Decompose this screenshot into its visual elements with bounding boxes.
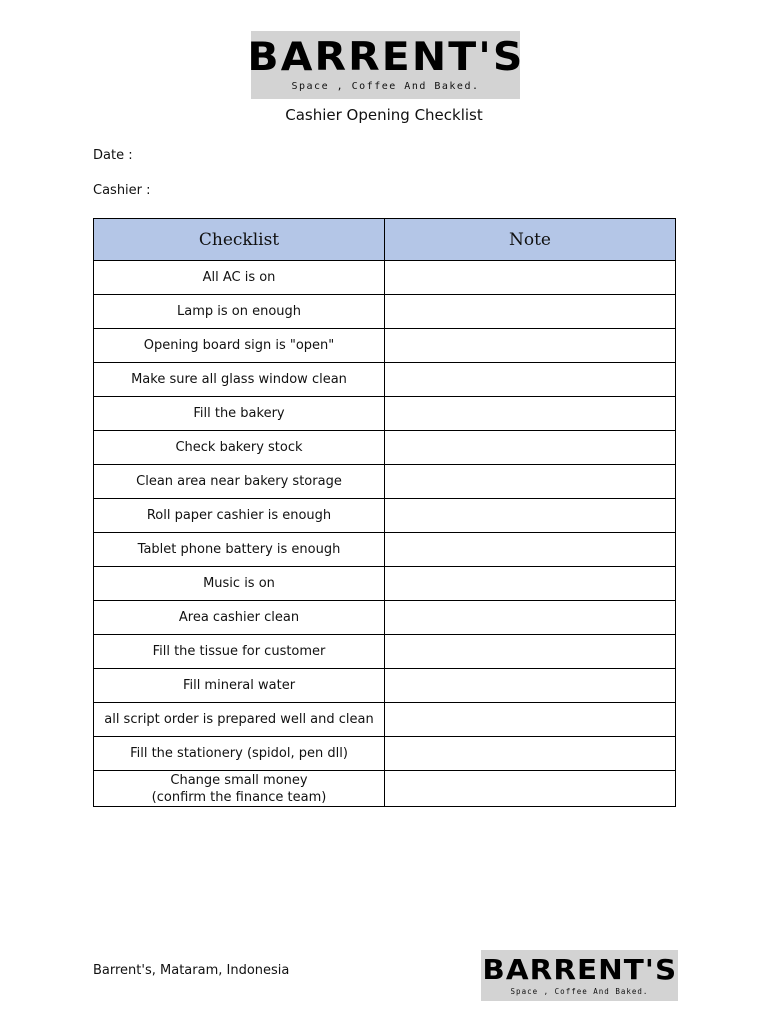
header-logo (246, 31, 525, 99)
note-cell[interactable] (385, 601, 676, 635)
note-cell[interactable] (385, 329, 676, 363)
checklist-item: Tablet phone battery is enough (94, 533, 385, 567)
checklist-column-header: Checklist (94, 219, 385, 261)
note-cell[interactable] (385, 635, 676, 669)
table-row (94, 737, 676, 771)
note-cell[interactable] (385, 261, 676, 295)
table-header-row (94, 219, 676, 261)
table-row (94, 771, 676, 807)
footer-address: Barrent's, Mataram, Indonesia (93, 963, 290, 978)
footer-logo (481, 950, 678, 1001)
table-row (94, 703, 676, 737)
note-cell[interactable] (385, 533, 676, 567)
table-row (94, 397, 676, 431)
logo-wordmark: BARRENT'S (246, 35, 525, 80)
note-cell[interactable] (385, 363, 676, 397)
note-cell[interactable] (385, 771, 676, 807)
table-row (94, 295, 676, 329)
table-row (94, 465, 676, 499)
note-cell[interactable] (385, 567, 676, 601)
checklist-item: Fill the tissue for customer (94, 635, 385, 669)
cashier-label: Cashier : (93, 183, 151, 198)
note-cell[interactable] (385, 669, 676, 703)
table-row (94, 329, 676, 363)
note-cell[interactable] (385, 465, 676, 499)
checklist-item (94, 771, 385, 807)
checklist-item: all script order is prepared well and clean (94, 703, 385, 737)
checklist-item: Roll paper cashier is enough (94, 499, 385, 533)
table-row (94, 261, 676, 295)
note-cell[interactable] (385, 295, 676, 329)
note-cell[interactable] (385, 431, 676, 465)
checklist-item: Fill the stationery (spidol, pen dll) (94, 737, 385, 771)
checklist-item: All AC is on (94, 261, 385, 295)
note-cell[interactable] (385, 703, 676, 737)
checklist-item: Clean area near bakery storage (94, 465, 385, 499)
checklist-item: Check bakery stock (94, 431, 385, 465)
date-label: Date : (93, 148, 133, 163)
logo-wordmark: BARRENT'S (482, 952, 677, 986)
table-row (94, 567, 676, 601)
checklist-item: Make sure all glass window clean (94, 363, 385, 397)
checklist-body (94, 261, 676, 807)
table-row (94, 363, 676, 397)
note-column-header: Note (385, 219, 676, 261)
table-row (94, 533, 676, 567)
logo-tagline: Space , Coffee And Baked. (510, 986, 649, 996)
document-title: Cashier Opening Checklist (285, 106, 483, 124)
table-row (94, 499, 676, 533)
table-row (94, 635, 676, 669)
checklist-table (93, 218, 676, 807)
table-row (94, 431, 676, 465)
checklist-item: Music is on (94, 567, 385, 601)
checklist-item: Opening board sign is "open" (94, 329, 385, 363)
table-row (94, 669, 676, 703)
checklist-item-line: Change small money (170, 772, 308, 788)
checklist-item: Area cashier clean (94, 601, 385, 635)
note-cell[interactable] (385, 397, 676, 431)
checklist-item-line: (confirm the finance team) (151, 789, 327, 805)
table-row (94, 601, 676, 635)
checklist-item: Fill the bakery (94, 397, 385, 431)
logo-tagline: Space , Coffee And Baked. (291, 81, 480, 92)
checklist-item: Fill mineral water (94, 669, 385, 703)
note-cell[interactable] (385, 499, 676, 533)
checklist-item: Lamp is on enough (94, 295, 385, 329)
note-cell[interactable] (385, 737, 676, 771)
